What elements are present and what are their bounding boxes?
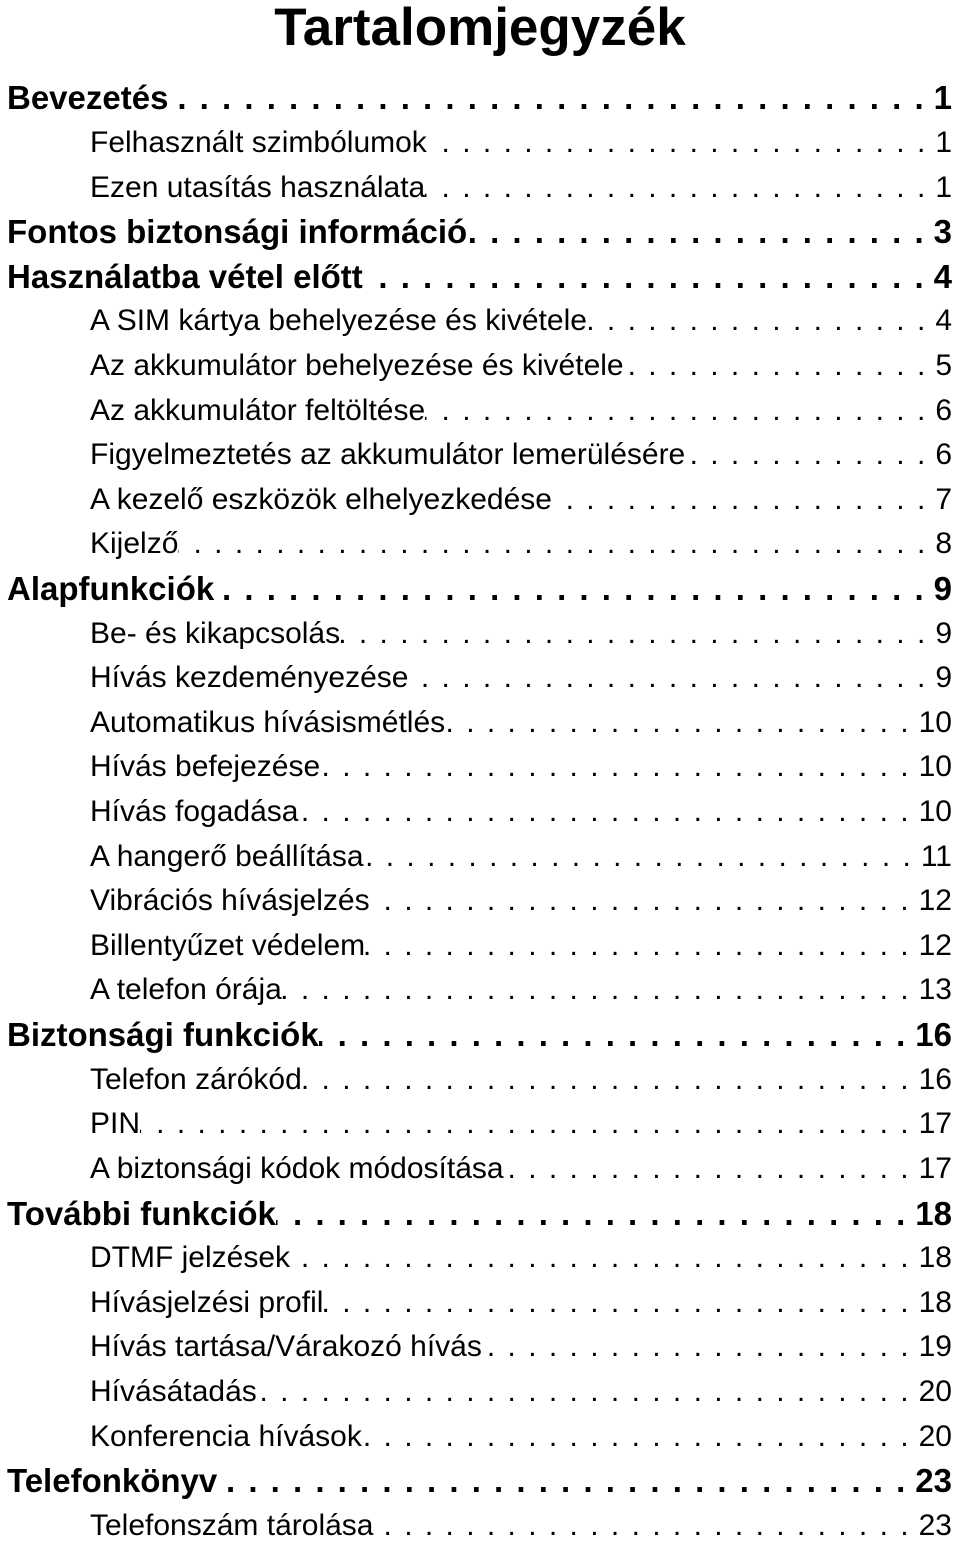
table-of-contents xyxy=(0,76,960,1548)
dot-leader xyxy=(340,617,927,651)
toc-entry-page-number: 9 xyxy=(927,661,952,695)
dot-leader xyxy=(323,1286,910,1320)
dot-leader xyxy=(168,79,925,117)
toc-chapter-entry[interactable] xyxy=(0,76,960,121)
toc-entry-title: Hívásjelzési profil xyxy=(90,1286,323,1320)
toc-entry-page-number: 11 xyxy=(913,840,952,874)
toc-entry-title: A biztonsági kódok módosítása xyxy=(90,1152,504,1186)
toc-entry-title: Telefon zárókód xyxy=(90,1063,302,1097)
toc-entry-title: Fontos biztonsági információ xyxy=(7,213,467,251)
toc-section-entry[interactable] xyxy=(0,1414,960,1459)
toc-section-entry[interactable] xyxy=(0,745,960,790)
toc-entry-title: Hívás befejezése xyxy=(90,750,320,784)
toc-section-entry[interactable] xyxy=(0,1370,960,1415)
toc-entry-page-number: 19 xyxy=(911,1330,952,1364)
toc-entry-page-number: 13 xyxy=(911,973,952,1007)
toc-entry-page-number: 12 xyxy=(911,884,952,918)
toc-entry-page-number: 17 xyxy=(911,1152,952,1186)
dot-leader xyxy=(425,171,927,205)
toc-entry-page-number: 9 xyxy=(927,617,952,651)
toc-entry-page-number: 12 xyxy=(911,929,952,963)
toc-entry-title: Bevezetés xyxy=(7,79,168,117)
toc-entry-page-number: 9 xyxy=(926,570,952,608)
toc-entry-page-number: 4 xyxy=(926,258,952,296)
dot-leader xyxy=(504,1152,911,1186)
toc-entry-page-number: 1 xyxy=(926,79,952,117)
dot-leader xyxy=(587,304,927,338)
toc-entry-page-number: 18 xyxy=(911,1241,952,1275)
dot-leader xyxy=(370,884,911,918)
dot-leader xyxy=(445,706,910,740)
toc-section-entry[interactable] xyxy=(0,1057,960,1102)
toc-entry-page-number: 23 xyxy=(911,1509,952,1543)
toc-entry-page-number: 20 xyxy=(911,1420,952,1454)
toc-chapter-entry[interactable] xyxy=(0,567,960,612)
toc-section-entry[interactable] xyxy=(0,656,960,701)
toc-section-entry[interactable] xyxy=(0,433,960,478)
toc-entry-page-number: 6 xyxy=(927,438,952,472)
dot-leader xyxy=(302,1063,911,1097)
toc-entry-title: Billentyűzet védelem xyxy=(90,929,365,963)
page-title: Tartalomjegyzék xyxy=(0,0,960,60)
dot-leader xyxy=(552,483,927,517)
toc-entry-title: Kijelző xyxy=(90,527,178,561)
toc-entry-title: Ezen utasítás használata xyxy=(90,171,425,205)
toc-entry-page-number: 18 xyxy=(911,1286,952,1320)
toc-section-entry[interactable] xyxy=(0,611,960,656)
dot-leader xyxy=(178,527,927,561)
toc-chapter-entry[interactable] xyxy=(0,210,960,255)
toc-entry-page-number: 10 xyxy=(911,706,952,740)
toc-entry-title: A telefon órája xyxy=(90,973,282,1007)
toc-entry-title: Az akkumulátor feltöltése xyxy=(90,394,425,428)
toc-entry-title: Hívás tartása/Várakozó hívás xyxy=(90,1330,482,1364)
toc-section-entry[interactable] xyxy=(0,701,960,746)
dot-leader xyxy=(362,1420,911,1454)
toc-entry-title: Telefonkönyv xyxy=(7,1462,217,1500)
toc-section-entry[interactable] xyxy=(0,1147,960,1192)
toc-entry-title: DTMF jelzések xyxy=(90,1241,290,1275)
toc-section-entry[interactable] xyxy=(0,790,960,835)
dot-leader xyxy=(363,258,926,296)
toc-section-entry[interactable] xyxy=(0,344,960,389)
dot-leader xyxy=(257,1375,911,1409)
toc-entry-title: Konferencia hívások xyxy=(90,1420,362,1454)
dot-leader xyxy=(482,1330,911,1364)
dot-leader xyxy=(624,349,928,383)
toc-section-entry[interactable] xyxy=(0,121,960,166)
dot-leader xyxy=(214,570,925,608)
toc-entry-title: Az akkumulátor behelyezése és kivétele xyxy=(90,349,624,383)
toc-entry-title: Hívás kezdeményezése xyxy=(90,661,409,695)
toc-section-entry[interactable] xyxy=(0,879,960,924)
dot-leader xyxy=(320,750,910,784)
dot-leader xyxy=(364,840,913,874)
toc-entry-page-number: 3 xyxy=(926,213,952,251)
toc-section-entry[interactable] xyxy=(0,968,960,1013)
toc-section-entry[interactable] xyxy=(0,1236,960,1281)
dot-leader xyxy=(409,661,928,695)
dot-leader xyxy=(298,795,910,829)
toc-entry-title: Biztonsági funkciók xyxy=(7,1016,319,1054)
toc-section-entry[interactable] xyxy=(0,1504,960,1548)
toc-chapter-entry[interactable] xyxy=(0,1013,960,1058)
toc-section-entry[interactable] xyxy=(0,522,960,567)
toc-entry-page-number: 8 xyxy=(927,527,952,561)
toc-entry-title: Automatikus hívásismétlés xyxy=(90,706,445,740)
toc-entry-page-number: 18 xyxy=(907,1195,952,1233)
toc-entry-title: Telefonszám tárolása xyxy=(90,1509,373,1543)
toc-entry-title: Figyelmeztetés az akkumulátor lemerülésére xyxy=(90,438,685,472)
toc-chapter-entry[interactable] xyxy=(0,254,960,299)
toc-section-entry[interactable] xyxy=(0,1325,960,1370)
toc-entry-page-number: 5 xyxy=(927,349,952,383)
toc-entry-page-number: 16 xyxy=(907,1016,952,1054)
toc-section-entry[interactable] xyxy=(0,299,960,344)
toc-entry-title: A kezelő eszközök elhelyezkedése xyxy=(90,483,552,517)
toc-entry-title: A hangerő beállítása xyxy=(90,840,364,874)
toc-chapter-entry[interactable] xyxy=(0,1459,960,1504)
toc-chapter-entry[interactable] xyxy=(0,1191,960,1236)
toc-entry-page-number: 23 xyxy=(907,1462,952,1500)
dot-leader xyxy=(467,213,925,251)
toc-entry-title: A SIM kártya behelyezése és kivétele xyxy=(90,304,587,338)
toc-section-entry[interactable] xyxy=(0,924,960,969)
dot-leader xyxy=(373,1509,910,1543)
toc-entry-title: Vibrációs hívásjelzés xyxy=(90,884,370,918)
dot-leader xyxy=(365,929,910,963)
toc-entry-title: Be- és kikapcsolás xyxy=(90,617,340,651)
toc-entry-page-number: 7 xyxy=(927,483,952,517)
toc-entry-title: Használatba vétel előtt xyxy=(7,258,363,296)
toc-entry-title: Hívásátadás xyxy=(90,1375,257,1409)
toc-section-entry[interactable] xyxy=(0,834,960,879)
toc-entry-page-number: 6 xyxy=(927,394,952,428)
toc-entry-page-number: 4 xyxy=(927,304,952,338)
toc-entry-page-number: 1 xyxy=(927,171,952,205)
toc-entry-title: Felhasznált szimbólumok xyxy=(90,126,427,160)
toc-entry-title: Alapfunkciók xyxy=(7,570,214,608)
dot-leader xyxy=(425,394,927,428)
toc-section-entry[interactable] xyxy=(0,1280,960,1325)
toc-entry-title: Hívás fogadása xyxy=(90,795,298,829)
toc-entry-page-number: 10 xyxy=(911,795,952,829)
toc-section-entry[interactable] xyxy=(0,165,960,210)
toc-entry-page-number: 10 xyxy=(911,750,952,784)
dot-leader xyxy=(290,1241,911,1275)
toc-entry-page-number: 16 xyxy=(911,1063,952,1097)
toc-section-entry[interactable] xyxy=(0,388,960,433)
dot-leader xyxy=(276,1195,907,1233)
toc-section-entry[interactable] xyxy=(0,1102,960,1147)
toc-entry-page-number: 20 xyxy=(911,1375,952,1409)
dot-leader xyxy=(427,126,928,160)
dot-leader xyxy=(319,1016,908,1054)
dot-leader xyxy=(140,1107,911,1141)
dot-leader xyxy=(217,1462,907,1500)
dot-leader xyxy=(282,973,911,1007)
dot-leader xyxy=(685,438,927,472)
toc-entry-title: További funkciók xyxy=(7,1195,276,1233)
toc-section-entry[interactable] xyxy=(0,477,960,522)
toc-entry-page-number: 17 xyxy=(911,1107,952,1141)
toc-entry-page-number: 1 xyxy=(927,126,952,160)
toc-entry-title: PIN xyxy=(90,1107,140,1141)
